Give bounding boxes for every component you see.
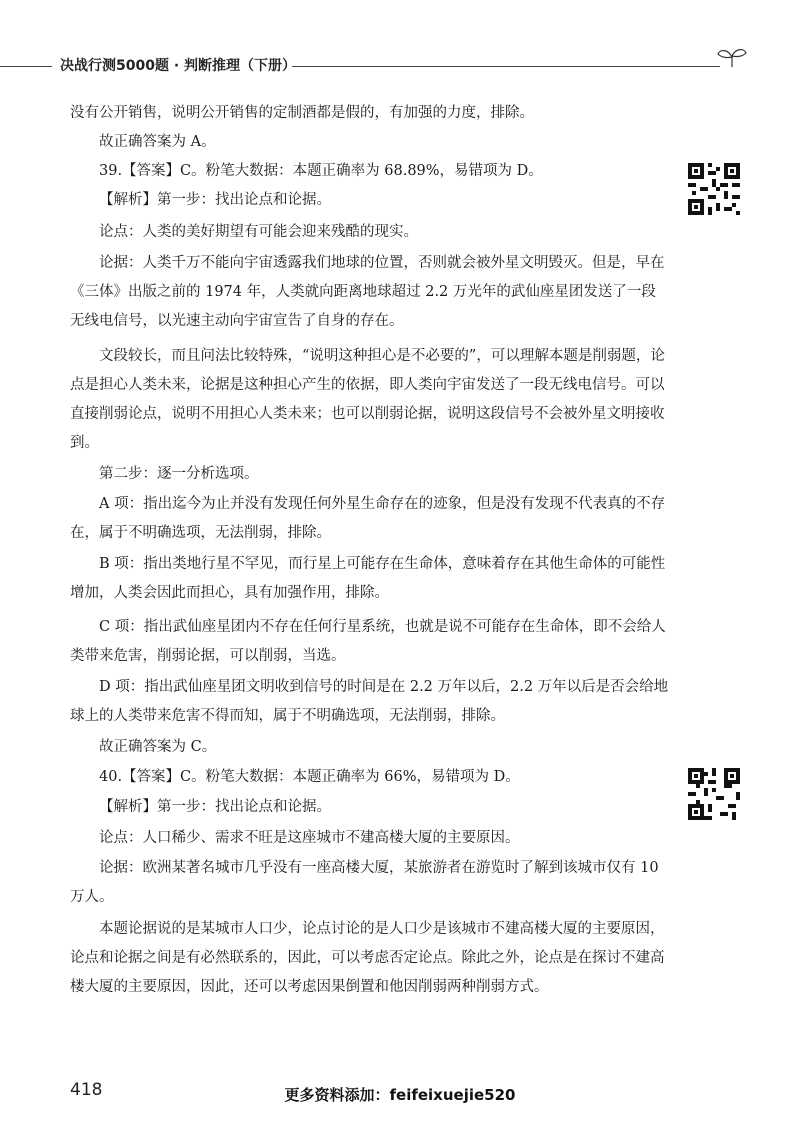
q40-analysis-step1: 【解析】第一步：找出论点和论据。 xyxy=(99,799,331,815)
q39-option-c: C 项：指出武仙座星团内不存在任何行星系统，也就是说不可能存在生命体，即不会给人类带来危害，削弱论据，可以削弱，当选。 xyxy=(70,619,666,664)
q40-answer: 40.【答案】C。粉笔大数据：本题正确率为 66%，易错项为 D。 xyxy=(99,769,520,785)
q39-option-b: B 项：指出类地行星不罕见，而行星上可能存在生命体，意味着存在其他生命体的可能性增加，人类会因此而担心，具有加强作用，排除。 xyxy=(70,556,666,601)
q40-evidence: 论据：欧洲某著名城市几乎没有一座高楼大厦，某旅游者在游览时了解到该城市仅有 10 万人。 xyxy=(70,860,659,905)
page-number: 418 xyxy=(70,1080,103,1100)
q39-discussion: 文段较长，而且问法比较特殊，“说明这种担心是不必要的”，可以理解本题是削弱题，论点是担心人类未来，论据是这种担心产生的依据，即人类向宇宙发送了一段无线电信号。可以直接削弱论点，说明不用担心人类未来；也可以削弱论据，说明这段信号不会被外星文明接收到。 xyxy=(70,348,665,451)
paragraph-continuation: 没有公开销售，说明公开销售的定制酒都是假的，有加强的力度，排除。 xyxy=(70,105,534,121)
q39-evidence: 论据：人类千万不能向宇宙透露我们地球的位置，否则就会被外星文明毁灭。但是，早在《三体》出版之前的 1974 年，人类就向距离地球超过 2.2 万光年的武仙座星团发送了一段无线电信号，以光速主动向宇宙宣告了自身的存在。 xyxy=(70,255,665,329)
sprout-icon xyxy=(716,46,748,68)
q40-discussion: 本题论据说的是某城市人口少，论点讨论的是人口少是该城市不建高楼大厦的主要原因，论点和论据之间是有必然联系的，因此，可以考虑否定论点。除此之外，论点是在探讨不建高楼大厦的主要原因，因此，还可以考虑因果倒置和他因削弱两种削弱方式。 xyxy=(70,921,665,995)
qr-code-icon[interactable] xyxy=(688,768,740,820)
q40-argument-point: 论点：人口稀少、需求不旺是这座城市不建高楼大厦的主要原因。 xyxy=(99,830,520,846)
q39-argument-point: 论点：人类的美好期望有可能会迎来残酷的现实。 xyxy=(99,224,418,240)
q39-option-d: D 项：指出武仙座星团文明收到信号的时间是在 2.2 万年以后，2.2 万年以后是否会给地球上的人类带来危害不得而知，属于不明确选项，无法削弱，排除。 xyxy=(70,679,669,724)
answer-line-c: 故正确答案为 C。 xyxy=(99,739,217,755)
q39-analysis-step1: 【解析】第一步：找出论点和论据。 xyxy=(99,192,331,208)
answer-line-a: 故正确答案为 A。 xyxy=(99,134,216,150)
q39-analysis-step2: 第二步：逐一分析选项。 xyxy=(99,466,259,482)
header-rule-left xyxy=(0,66,52,67)
qr-code-icon[interactable] xyxy=(688,163,740,215)
header-rule-right xyxy=(292,66,720,67)
q39-option-a: A 项：指出迄今为止并没有发现任何外星生命存在的迹象，但是没有发现不代表真的不存在，属于不明确选项，无法削弱，排除。 xyxy=(70,496,666,541)
footer-contact: 更多资料添加：feifeixuejie520 xyxy=(284,1086,516,1104)
book-title: 决战行测5000题 · 判断推理（下册） xyxy=(60,58,297,74)
q39-answer: 39.【答案】C。粉笔大数据：本题正确率为 68.89%，易错项为 D。 xyxy=(99,163,543,179)
running-header xyxy=(0,46,800,86)
